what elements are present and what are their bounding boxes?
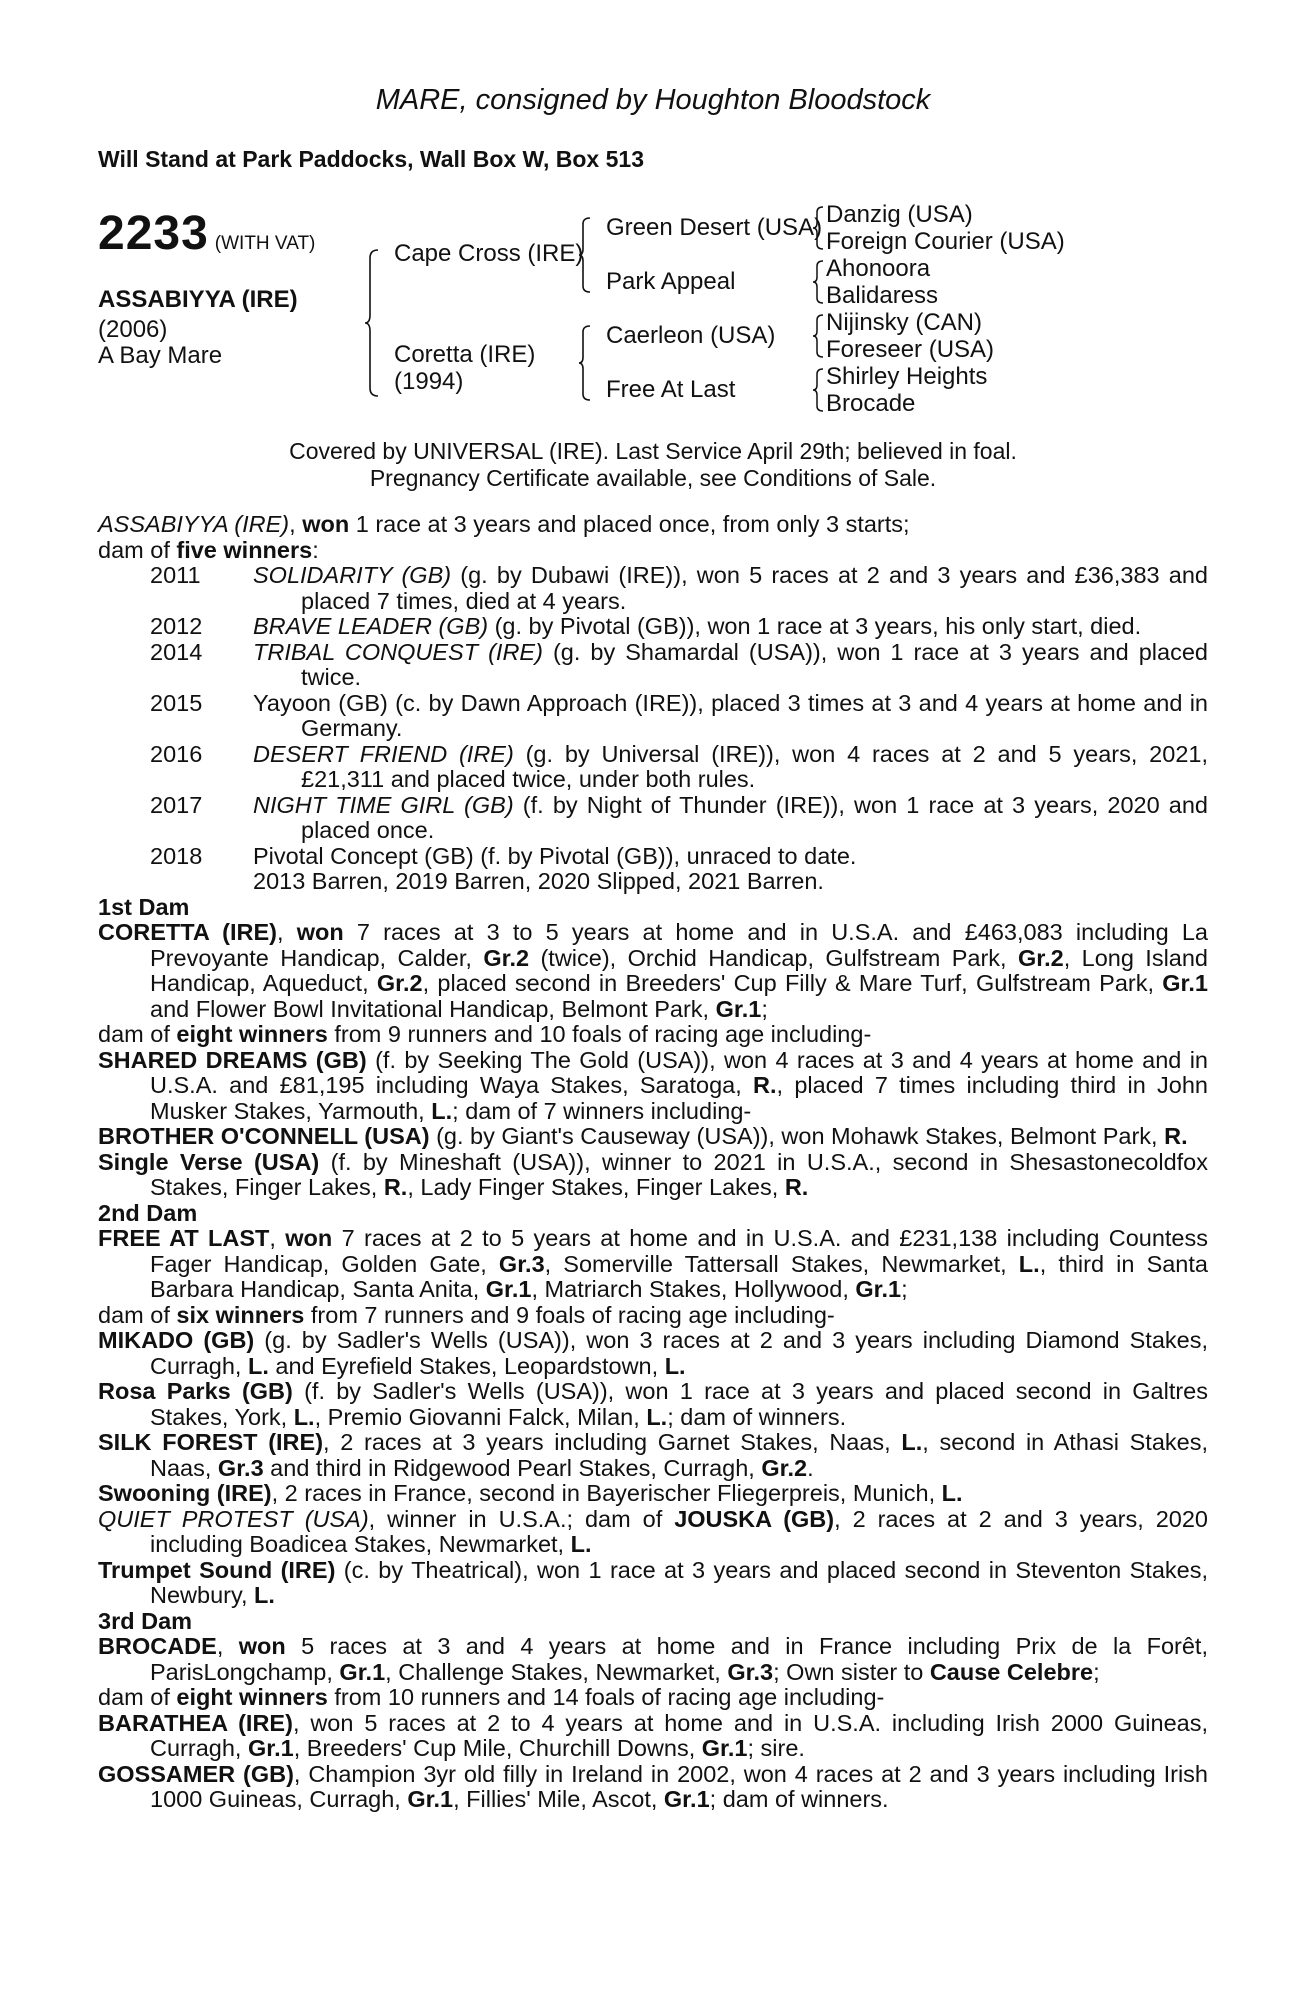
progeny-entry: SILK FOREST (IRE), 2 races at 3 years including Garnet Stakes, Naas, L., second in Athasi Stakes, Naas, Gr.3 and third in Ridgewood Pearl Stakes, Curragh, Gr.2.: [98, 1429, 1208, 1481]
second-dam-paragraph: FREE AT LAST, won 7 races at 2 to 5 years at home and in U.S.A. and £231,138 including Countess Fager Handicap, Golden Gate, Gr.3, Somerville Tattersall Stakes, Newmarket, L., third in Santa Barbara Handicap, Santa Anita, Gr.1, Matriarch Stakes, Hollywood, Gr.1;: [98, 1225, 1209, 1302]
lot-number: 2233: [98, 207, 209, 260]
page-title: MARE, consigned by Houghton Bloodstock: [375, 84, 931, 116]
third-dam-of: dam of eight winners from 10 runners and 14 foals of racing age including-: [98, 1684, 885, 1710]
sire-name: Cape Cross (IRE): [394, 240, 584, 267]
produce-entry: Yayoon (GB) (c. by Dawn Approach (IRE)), placed 3 times at 3 and 4 years at home and in Germany.: [253, 689, 1208, 741]
produce-entry: NIGHT TIME GIRL (GB) (f. by Night of Thunder (IRE)), won 1 race at 3 years, 2020 and placed once.: [253, 791, 1208, 843]
produce-year: 2011: [150, 562, 201, 588]
pedigree-brace-4d: [812, 367, 824, 413]
gen4-ddd: Brocade: [826, 390, 916, 417]
progeny-entry: SHARED DREAMS (GB) (f. by Seeking The Gold (USA)), won 4 races at 3 and 4 years at home and in U.S.A. and £81,195 including Waya Stakes, Saratoga, R., placed 7 times including third in John Musker Stakes, Yarmouth, L.; dam of 7 winners including-: [98, 1046, 1209, 1124]
third-dam-paragraph: BROCADE, won 5 races at 3 and 4 years at home and in France including Prix de la Forêt, ParisLongchamp, Gr.1, Challenge Stakes, Newmarket, Gr.3; Own sister to Cause Celebre;: [98, 1633, 1208, 1685]
progeny-entry: BROTHER O'CONNELL (USA) (g. by Giant's Causeway (USA)), won Mohawk Stakes, Belmont Park, R.: [98, 1123, 1188, 1149]
produce-entry: TRIBAL CONQUEST (IRE) (g. by Shamardal (USA)), won 1 race at 3 years and placed twice.: [253, 638, 1208, 690]
dam-sire: Caerleon (USA): [606, 322, 776, 349]
gen4-sds: Ahonoora: [826, 255, 931, 282]
second-dam-of: dam of six winners from 7 runners and 9 foals of racing age including-: [98, 1301, 835, 1328]
progeny-entry: Single Verse (USA) (f. by Mineshaft (USA)), winner to 2021 in U.S.A., second in Shesastonecoldfox Stakes, Finger Lakes, R., Lady Finger Stakes, Finger Lakes, R.: [98, 1148, 1208, 1200]
third-dam-heading: 3rd Dam: [98, 1607, 193, 1634]
produce-entry: DESERT FRIEND (IRE) (g. by Universal (IRE)), won 4 races at 2 and 5 years, 2021, £21,311 and placed twice, under both rules.: [253, 740, 1208, 792]
progeny-entry: MIKADO (GB) (g. by Sadler's Wells (USA)), won 3 races at 2 and 3 years including Diamond Stakes, Curragh, L. and Eyrefield Stakes, Leopardstown, L.: [98, 1327, 1208, 1379]
first-dam-of: dam of eight winners from 9 runners and 10 foals of racing age including-: [98, 1021, 872, 1047]
first-dam-heading: 1st Dam: [98, 893, 190, 920]
sire-sire: Green Desert (USA): [606, 214, 823, 241]
gen4-dds: Shirley Heights: [826, 363, 988, 390]
dam-dam: Free At Last: [606, 376, 736, 403]
pedigree-table: [98, 200, 1208, 430]
covering-line-1: Covered by UNIVERSAL (IRE). Last Service April 29th; believed in foal.: [289, 438, 1017, 464]
lot-number-line: [98, 206, 315, 261]
gen4-ssd: Foreign Courier (USA): [826, 228, 1065, 255]
sire-dam: Park Appeal: [606, 268, 736, 295]
produce-year: 2014: [150, 638, 203, 665]
produce-year: 2012: [150, 613, 203, 639]
pedigree-brace-dam: [578, 324, 592, 402]
produce-list: [98, 563, 1208, 869]
intro-paragraph: ASSABIYYA (IRE), won 1 race at 3 years and placed once, from only 3 starts;: [98, 511, 910, 537]
dam-name: Coretta (IRE): [394, 341, 536, 368]
gen4-dss: Nijinsky (CAN): [826, 309, 982, 336]
pedigree-brace-4c: [812, 313, 824, 359]
pregnancy-note: Pregnancy Certificate available, see Conditions of Sale.: [369, 465, 937, 491]
first-dam-paragraph: CORETTA (IRE), won 7 races at 3 to 5 years at home and in U.S.A. and £463,083 including La Prevoyante Handicap, Calder, Gr.2 (twice), Orchid Handicap, Gulfstream Park, Gr.2, Long Island Handicap, Aqueduct, Gr.2, placed second in Breeders' Cup Filly & Mare Turf, Gulfstream Park, Gr.1 and Flower Bowl Invitational Handicap, Belmont Park, Gr.1;: [98, 919, 1209, 1022]
gen4-sdd: Balidaress: [826, 282, 939, 309]
progeny-entry: Swooning (IRE), 2 races in France, second in Bayerischer Fliegerpreis, Munich, L.: [98, 1480, 963, 1506]
progeny-entry: Trumpet Sound (IRE) (c. by Theatrical), won 1 race at 3 years and placed second in Steventon Stakes, Newbury, L.: [98, 1556, 1208, 1608]
gen4-dsd: Foreseer (USA): [826, 336, 995, 363]
produce-entry: Pivotal Concept (GB) (f. by Pivotal (GB)), unraced to date.: [253, 842, 857, 869]
horse-description: A Bay Mare: [98, 342, 223, 369]
pedigree-brace-main: [364, 248, 380, 398]
pedigree-brace-sire: [578, 216, 592, 294]
produce-year: 2018: [150, 842, 203, 869]
produce-record: [98, 512, 1208, 1813]
dam-year: (1994): [394, 368, 464, 395]
second-dam-heading: 2nd Dam: [98, 1199, 198, 1226]
produce-year: 2016: [150, 740, 203, 767]
produce-year: 2015: [150, 689, 203, 716]
pedigree-brace-4a: [812, 205, 824, 251]
produce-entry: SOLIDARITY (GB) (g. by Dubawi (IRE)), won 5 races at 2 and 3 years and £36,383 and placed 7 times, died at 4 years.: [253, 562, 1209, 614]
foaling-year: (2006): [98, 316, 168, 343]
stand-location: Will Stand at Park Paddocks, Wall Box W, Box 513: [98, 146, 644, 172]
progeny-entry: BARATHEA (IRE), won 5 races at 2 to 4 years at home and in U.S.A. including Irish 2000 Guineas, Curragh, Gr.1, Breeders' Cup Mile, Churchill Downs, Gr.1; sire.: [98, 1709, 1209, 1761]
produce-year: 2017: [150, 791, 203, 818]
vat-note: (WITH VAT): [214, 233, 316, 254]
dam-of-line: dam of five winners:: [98, 536, 319, 563]
barren-years: 2013 Barren, 2019 Barren, 2020 Slipped, 2021 Barren.: [253, 868, 824, 894]
intro-name: ASSABIYYA (IRE): [98, 511, 290, 537]
gen4-sss: Danzig (USA): [826, 201, 973, 228]
progeny-entry: Rosa Parks (GB) (f. by Sadler's Wells (USA)), won 1 race at 3 years and placed second in Galtres Stakes, York, L., Premio Giovanni Falck, Milan, L.; dam of winners.: [98, 1378, 1209, 1430]
progeny-entry: QUIET PROTEST (USA), winner in U.S.A.; dam of JOUSKA (GB), 2 races at 2 and 3 years, 2020 including Boadicea Stakes, Newmarket, L.: [98, 1505, 1208, 1557]
covering-note: [98, 438, 1208, 492]
progeny-entry: GOSSAMER (GB), Champion 3yr old filly in Ireland in 2002, won 4 races at 2 and 3 years including Irish 1000 Guineas, Curragh, Gr.1, Fillies' Mile, Ascot, Gr.1; dam of winners.: [98, 1760, 1209, 1812]
produce-entry: BRAVE LEADER (GB) (g. by Pivotal (GB)), won 1 race at 3 years, his only start, died.: [253, 613, 1142, 639]
horse-name: ASSABIYYA (IRE): [98, 286, 298, 313]
pedigree-brace-4b: [812, 259, 824, 305]
